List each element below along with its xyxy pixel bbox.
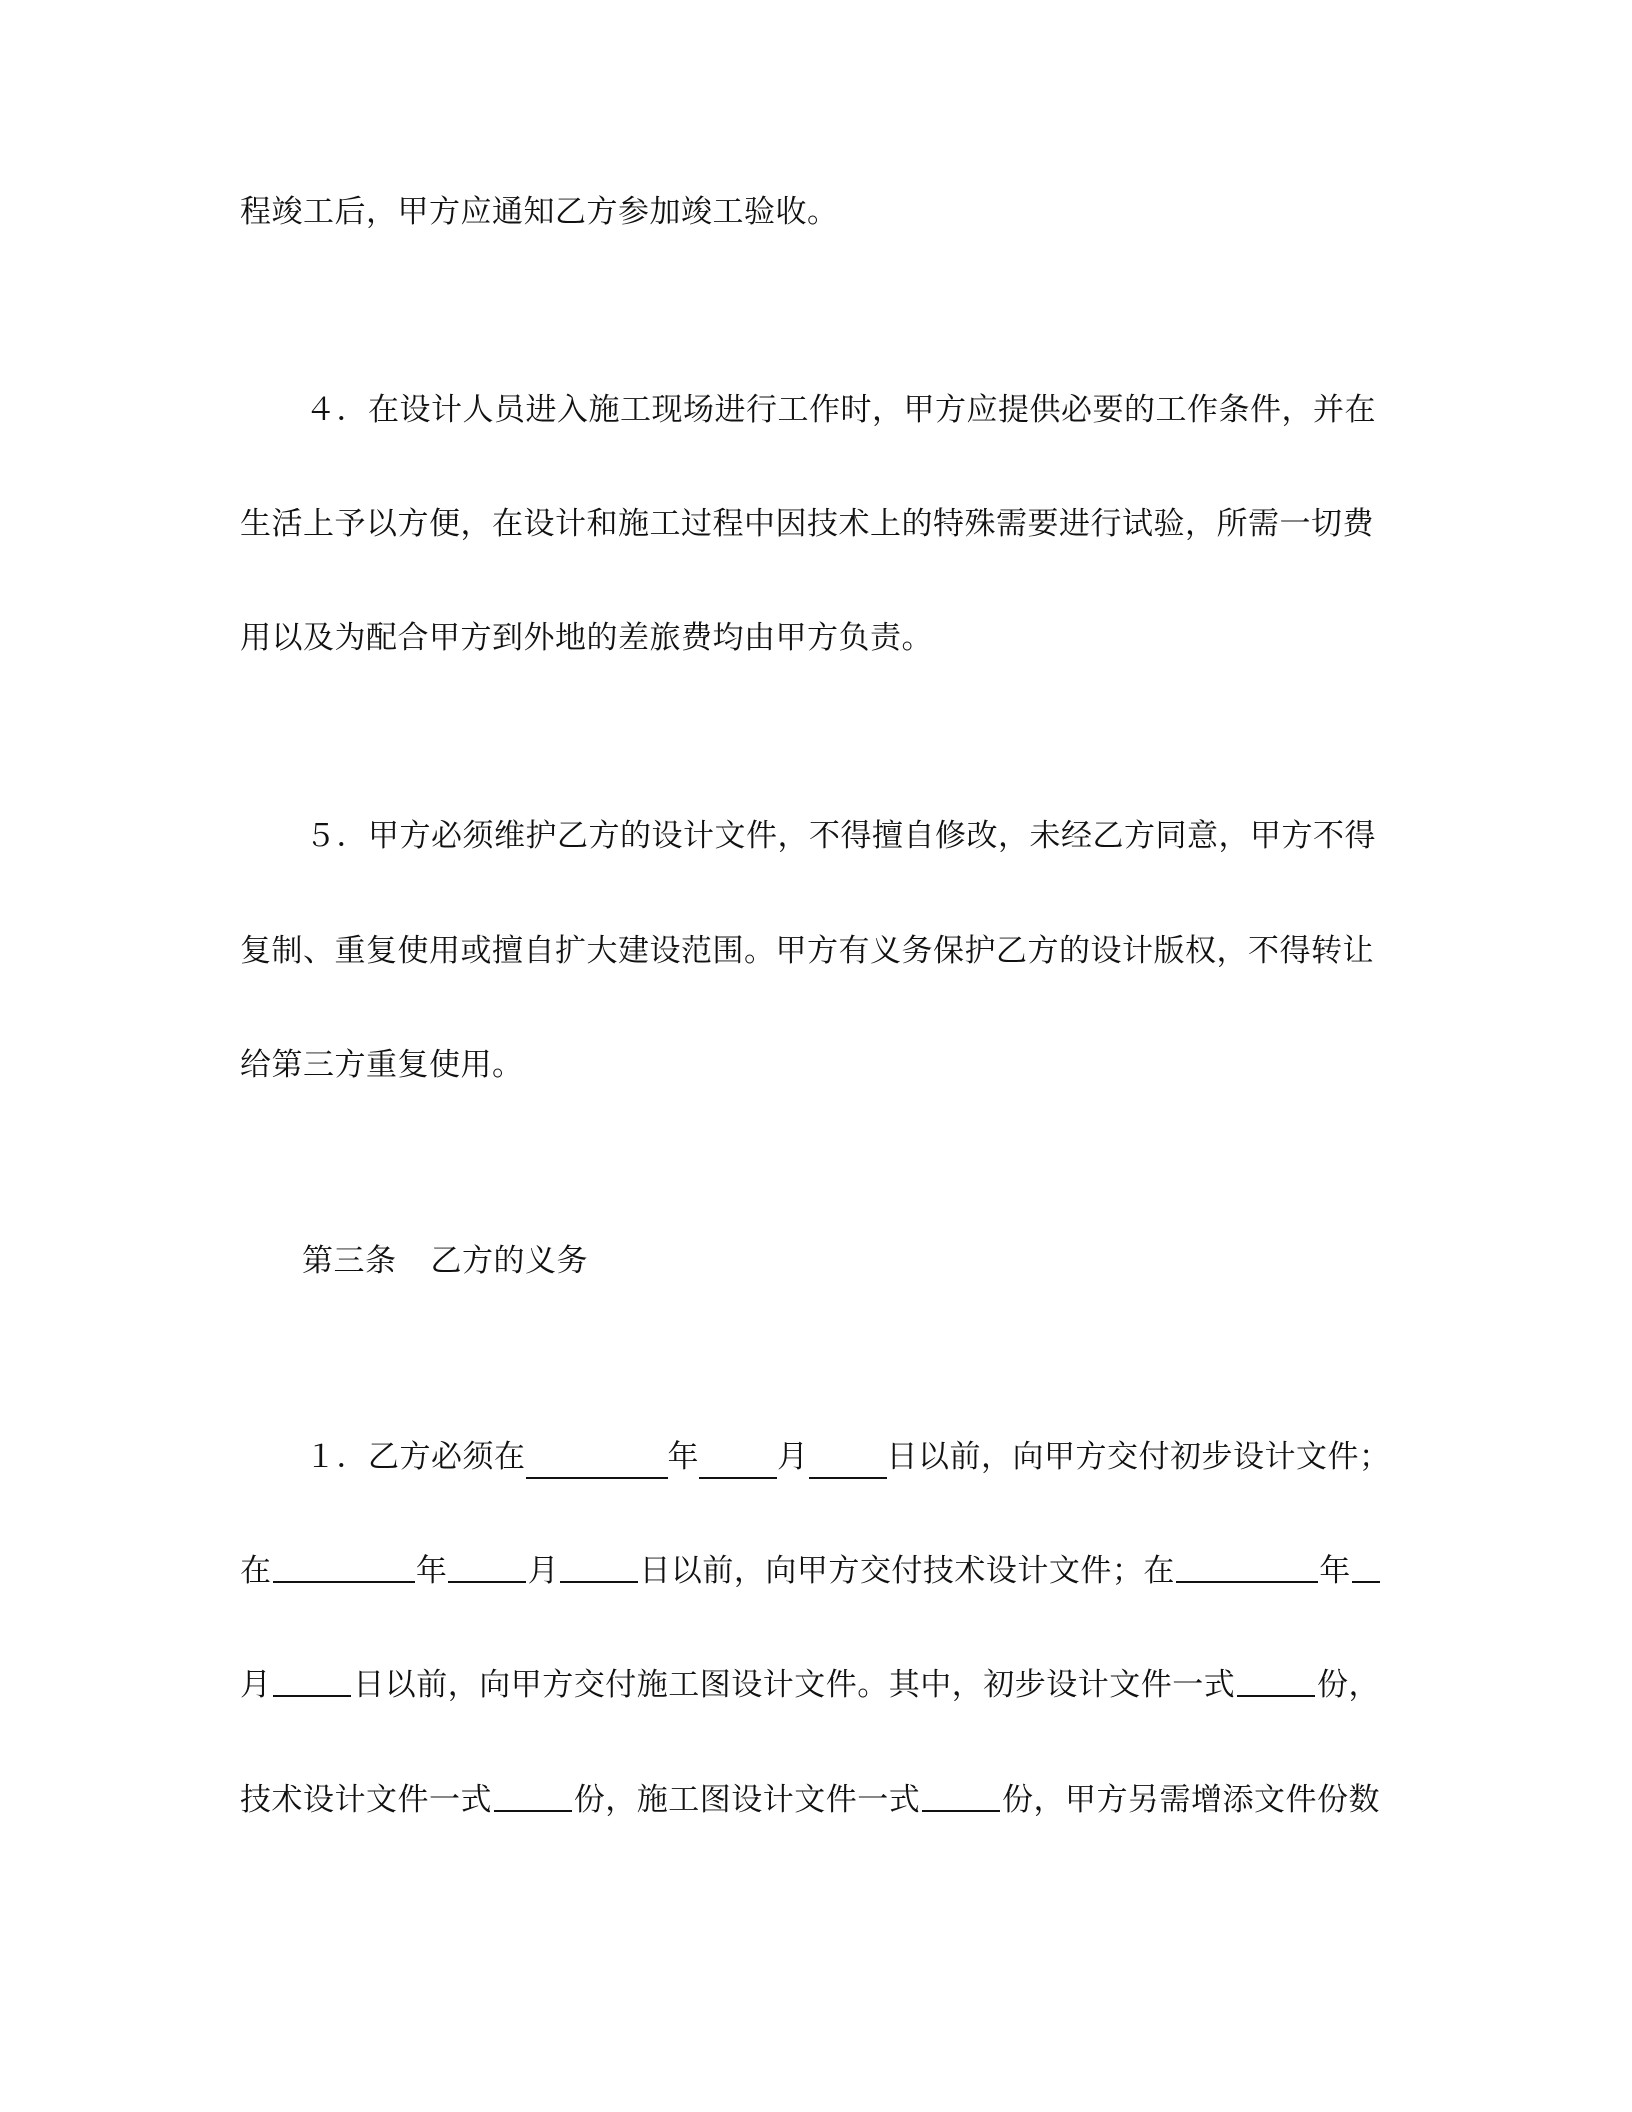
- blank-field-year: [273, 1541, 415, 1583]
- blank-field-month: [1352, 1541, 1380, 1583]
- text-span: 日以前，向甲方交付初步设计文件；: [886, 1439, 1391, 1475]
- text-span: ４．在设计人员进入施工现场进行工作时，甲方应提供必要的工作条件，并在: [305, 392, 1376, 428]
- paragraph-5-line-3: [240, 1035, 1380, 1095]
- text-span: 年: [415, 1553, 448, 1589]
- text-span: 月: [527, 1553, 560, 1589]
- article-number: 第三条: [302, 1243, 397, 1279]
- article-3-item-1-line-4: [240, 1770, 1380, 1830]
- text-span: 程竣工后，甲方应通知乙方参加竣工验收。: [240, 194, 839, 230]
- text-span: 年: [1319, 1553, 1351, 1589]
- text-span: 给第三方重复使用。: [240, 1047, 524, 1083]
- blank-field-day: [809, 1437, 887, 1479]
- blank-field-year: [1176, 1541, 1318, 1583]
- article-3-item-1-line-3: [240, 1655, 1380, 1715]
- article-3-item-1-line-1: [305, 1427, 1391, 1487]
- text-span: 技术设计文件一式: [240, 1782, 492, 1818]
- text-span: 份，施工图设计文件一式: [573, 1782, 921, 1818]
- text-span: 月: [777, 1439, 809, 1475]
- text-span: 日以前，向甲方交付施工图设计文件。其中，初步设计文件一式: [353, 1667, 1236, 1703]
- article-heading: [302, 1231, 1442, 1291]
- text-span: 日以前，向甲方交付技术设计文件；在: [639, 1553, 1175, 1589]
- blank-field-day: [560, 1541, 638, 1583]
- text-span: 用以及为配合甲方到外地的差旅费均由甲方负责。: [240, 620, 933, 656]
- blank-field-year: [526, 1437, 668, 1479]
- text-span: 在: [240, 1553, 272, 1589]
- article-title: 乙方的义务: [430, 1243, 588, 1279]
- paragraph-4-line-1: [305, 380, 1380, 440]
- text-span: 生活上予以方便，在设计和施工过程中因技术上的特殊需要进行试验，所需一切费: [240, 506, 1374, 542]
- paragraph-4-line-3: [240, 608, 1380, 668]
- blank-field-copies: [1237, 1655, 1315, 1697]
- blank-field-month: [699, 1437, 777, 1479]
- paragraph-4-line-2: [240, 494, 1380, 554]
- text-span: 份，甲方另需增添文件份数: [1002, 1782, 1380, 1818]
- paragraph-5-line-1: [305, 806, 1380, 866]
- blank-field-copies: [922, 1770, 1000, 1812]
- blank-field-day: [273, 1655, 351, 1697]
- blank-field-month: [448, 1541, 526, 1583]
- blank-field-copies: [494, 1770, 572, 1812]
- paragraph-continuation-line: [240, 182, 1380, 242]
- article-3-item-1-line-2: [240, 1541, 1380, 1601]
- paragraph-5-line-2: [240, 921, 1380, 981]
- text-span: 复制、重复使用或擅自扩大建设范围。甲方有义务保护乙方的设计版权，不得转让: [240, 933, 1374, 969]
- text-span: 份，: [1317, 1667, 1380, 1703]
- text-span: 月: [240, 1667, 272, 1703]
- text-span: １．乙方必须在: [305, 1439, 526, 1475]
- text-span: 年: [667, 1439, 699, 1475]
- text-span: ５．甲方必须维护乙方的设计文件，不得擅自修改，未经乙方同意，甲方不得: [305, 818, 1376, 854]
